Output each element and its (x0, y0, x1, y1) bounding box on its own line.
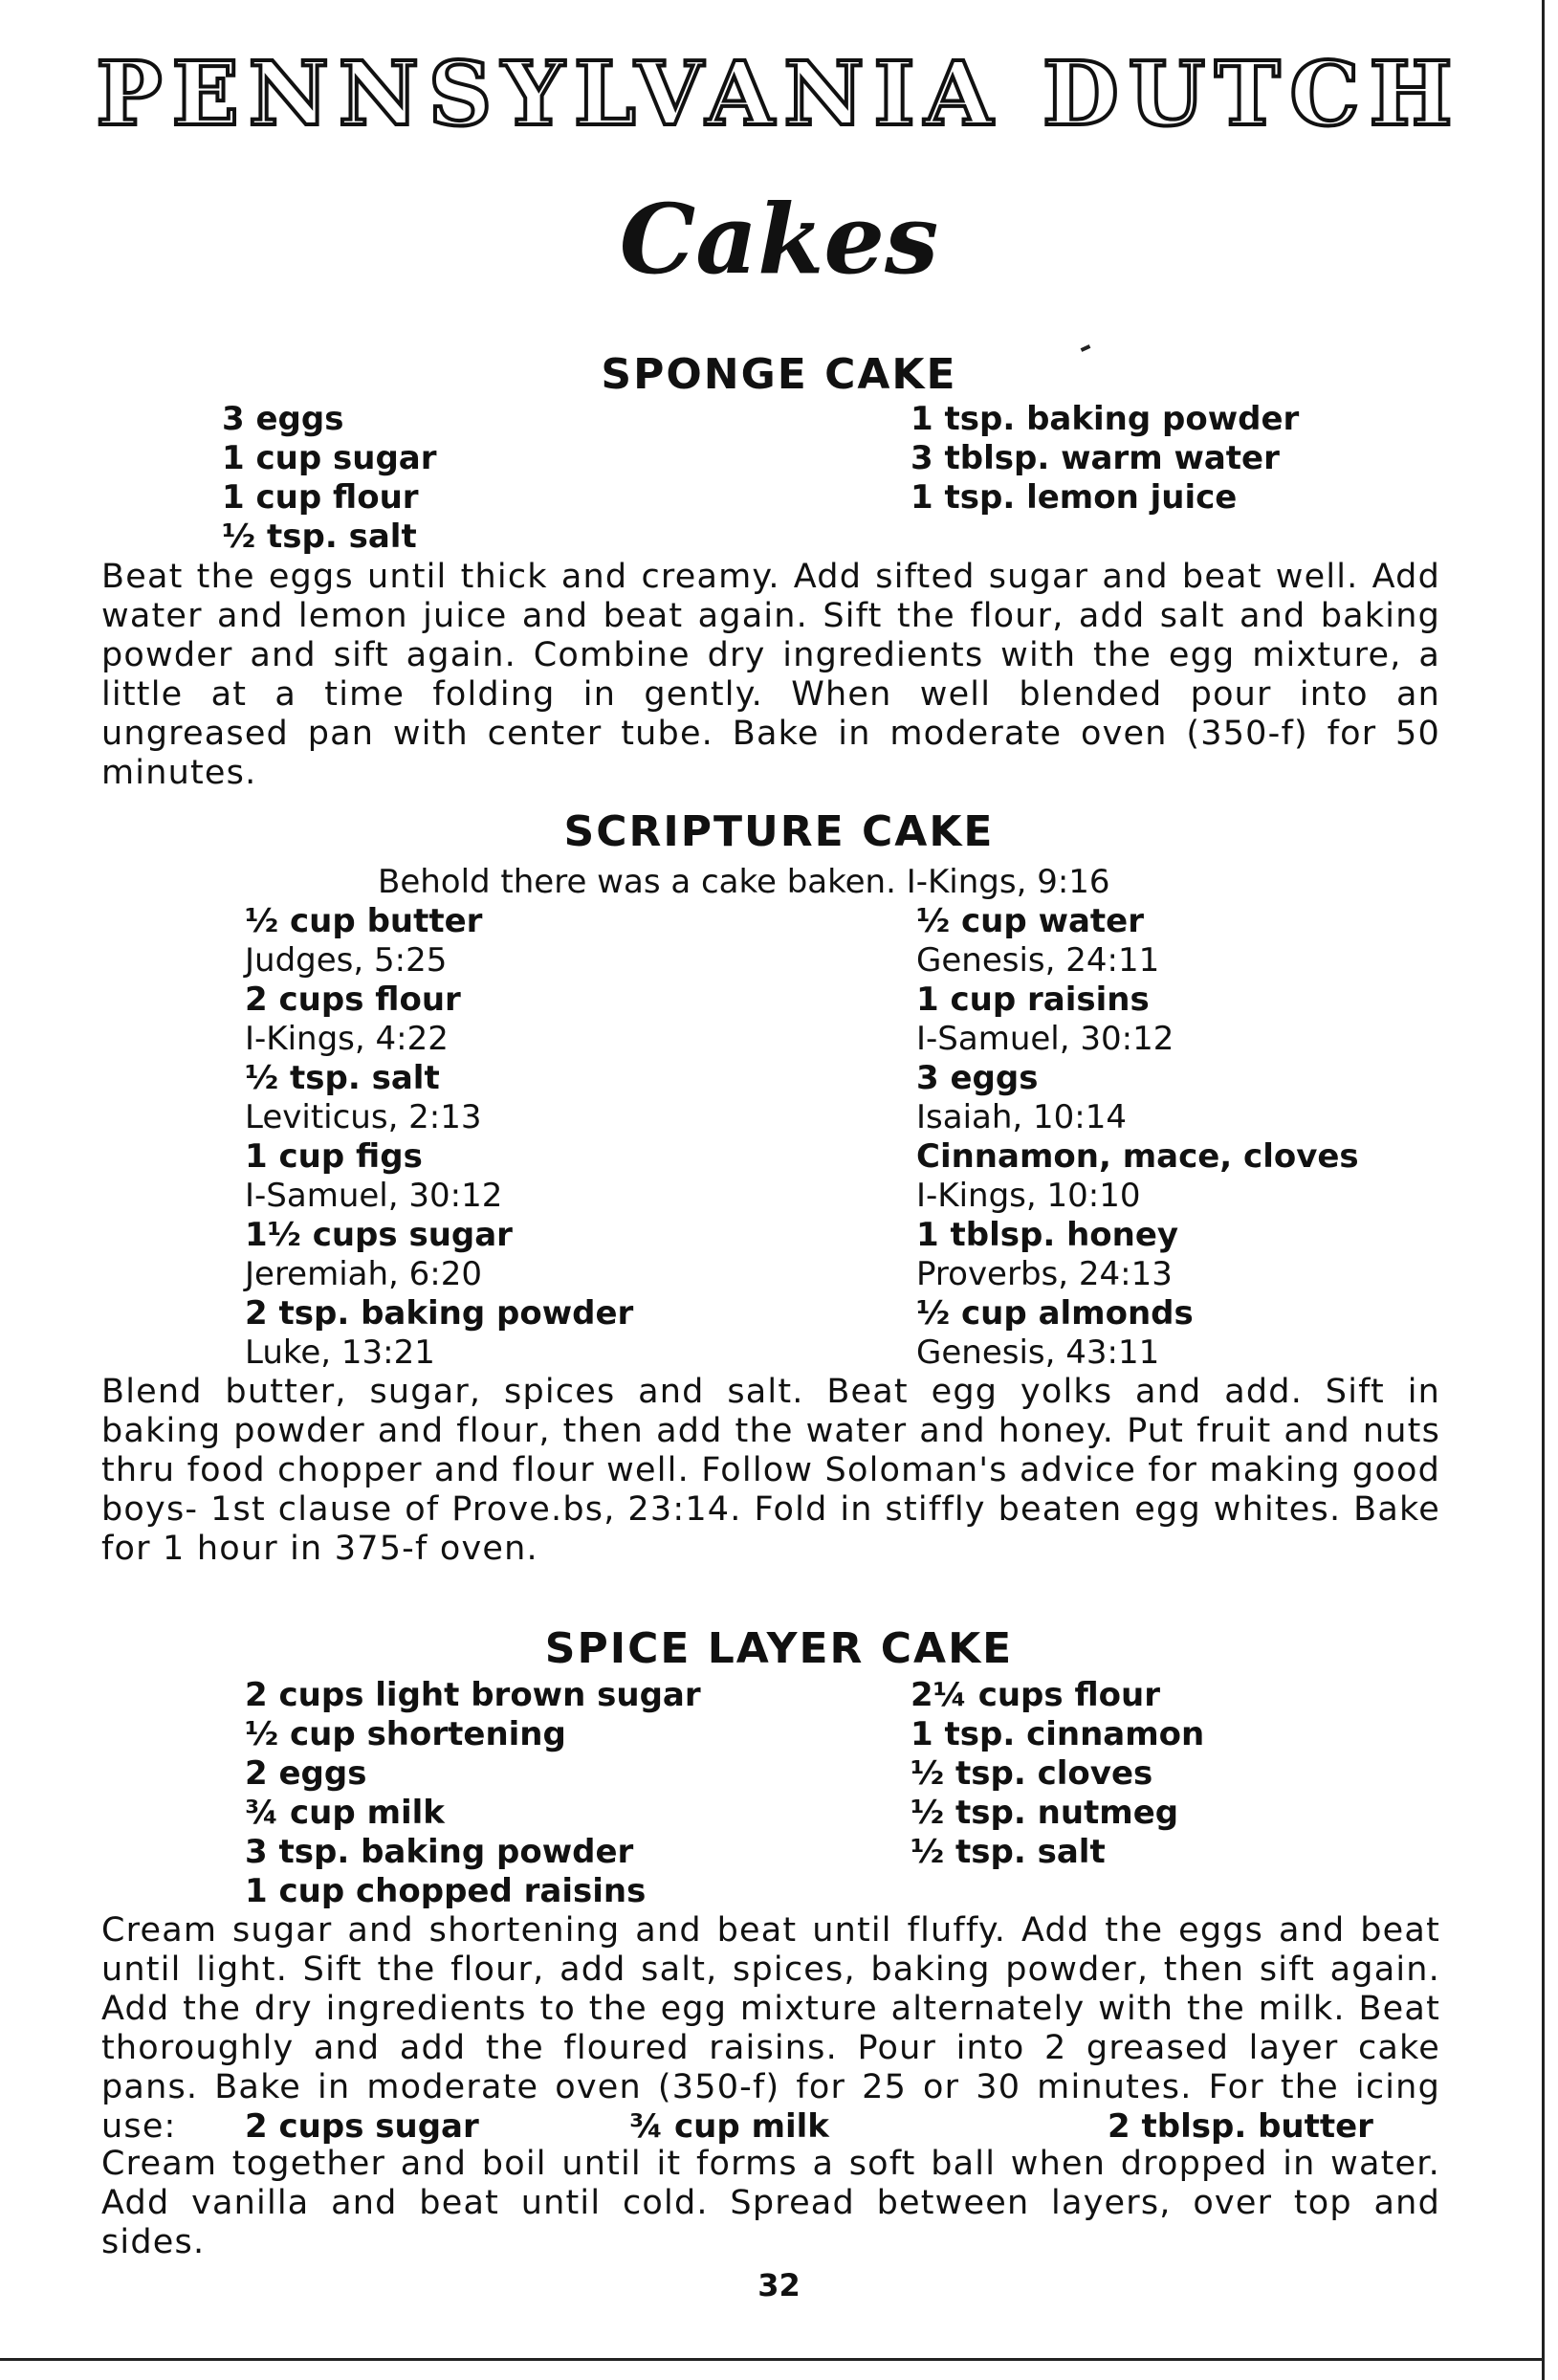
icing-ingredient: 2 cups sugar (245, 2107, 479, 2146)
bible-reference: Leviticus, 2:13 (245, 1098, 482, 1136)
page-edge-right (1542, 0, 1545, 2380)
ingredient: 2 cups light brown sugar (245, 1676, 701, 1714)
ingredient: ½ tsp. salt (911, 1833, 1106, 1871)
page-subtitle: Cakes (619, 183, 939, 296)
ingredient: Cinnamon, mace, cloves (916, 1137, 1359, 1176)
icing-directions: Cream together and boil until it forms a soft ball when dropped in water. Add vanilla and beat until cold. Spread between layers, over top and sides. (101, 2145, 1440, 2261)
page-number: 32 (757, 2267, 801, 2303)
bible-reference: I-Samuel, 30:12 (245, 1177, 503, 1215)
ingredient: ¾ cup milk (245, 1794, 445, 1832)
scripture-cake-directions: Blend butter, sugar, spices and salt. Beat egg yolks and add. Sift in baking powder and flour, then add the water and honey. Put fruit and nuts thru food chopper and flour well. Follow Soloman's advice for making good boys- 1st clause of Prove.bs, 23:14. Fold in stiffly beaten egg whites. Bake for 1 hour in 375-f oven. (101, 1373, 1440, 1568)
bible-reference: Isaiah, 10:14 (916, 1098, 1128, 1136)
bible-reference: I-Kings, 10:10 (916, 1177, 1141, 1215)
ingredient: 1 cup raisins (916, 981, 1150, 1019)
ingredient: 2¼ cups flour (911, 1676, 1160, 1714)
bible-reference: Luke, 13:21 (245, 1333, 435, 1372)
ingredient: 1 cup flour (222, 478, 419, 517)
bible-reference: Judges, 5:25 (245, 941, 448, 980)
spice-layer-cake-title: SPICE LAYER CAKE (544, 1624, 1014, 1673)
sponge-cake-directions: Beat the eggs until thick and creamy. Add sifted sugar and beat well. Add water and lemon juice and beat again. Sift the flour, add salt and baking powder and sift again. Combine dry ingredients with the egg mixture, a little at a time folding in gently. When well blended pour into an ungreased pan with center tube. Bake in moderate oven (350-f) for 50 minutes. (101, 558, 1440, 792)
ingredient: 2 eggs (245, 1754, 367, 1793)
ingredient: 3 tblsp. warm water (911, 439, 1280, 477)
bible-reference: I-Samuel, 30:12 (916, 1020, 1174, 1058)
bible-reference: I-Kings, 4:22 (245, 1020, 449, 1058)
bible-reference: Genesis, 24:11 (916, 941, 1160, 980)
ingredient: ½ tsp. cloves (911, 1754, 1153, 1793)
ingredient: 2 cups flour (245, 981, 461, 1019)
scripture-epigraph: Behold there was a cake baken. I-Kings, 9:16 (378, 863, 1110, 901)
bible-reference: Jeremiah, 6:20 (245, 1255, 483, 1293)
ingredient: 1 cup chopped raisins (245, 1872, 647, 1910)
spice-layer-cake-directions: Cream sugar and shortening and beat until fluffy. Add the eggs and beat until light. Sift the flour, add salt, spices, baking powder, then sift again. Add the dry ingredients to the egg mixture alternately with the milk. Beat thoroughly and add the floured raisins. Pour into 2 greased layer cake pans. Bake in moderate oven (350-f) for 25 or 30 minutes. For the icing use: (101, 1911, 1440, 2146)
ingredient: 3 tsp. baking powder (245, 1833, 634, 1871)
sponge-cake-title: SPONGE CAKE (601, 350, 957, 399)
ingredient: ½ tsp. salt (222, 518, 417, 556)
bible-reference: Genesis, 43:11 (916, 1333, 1160, 1372)
icing-ingredient: 2 tblsp. butter (1108, 2107, 1373, 2146)
page-edge-bottom (0, 2358, 1545, 2361)
ingredient: 1 tsp. lemon juice (911, 478, 1238, 517)
ingredient: ½ cup almonds (916, 1294, 1194, 1333)
ingredient: ½ cup shortening (245, 1715, 566, 1753)
ingredient: ½ cup water (916, 902, 1144, 940)
ingredient: ½ tsp. nutmeg (911, 1794, 1179, 1832)
ingredient: 1½ cups sugar (245, 1216, 513, 1254)
ingredient: 3 eggs (916, 1059, 1039, 1097)
ingredient: ½ cup butter (245, 902, 483, 940)
ingredient: 1 cup figs (245, 1137, 423, 1176)
page-title: PENNSYLVANIA DUTCH (96, 42, 1462, 145)
ink-speck (1081, 344, 1091, 352)
bible-reference: Proverbs, 24:13 (916, 1255, 1173, 1293)
ingredient: 1 tsp. cinnamon (911, 1715, 1205, 1753)
ingredient: 3 eggs (222, 400, 344, 438)
ingredient: ½ tsp. salt (245, 1059, 440, 1097)
ingredient: 1 tblsp. honey (916, 1216, 1179, 1254)
ingredient: 2 tsp. baking powder (245, 1294, 634, 1333)
ingredient: 1 tsp. baking powder (911, 400, 1300, 438)
icing-ingredient: ¾ cup milk (629, 2107, 829, 2146)
scripture-cake-title: SCRIPTURE CAKE (563, 807, 995, 856)
ingredient: 1 cup sugar (222, 439, 437, 477)
